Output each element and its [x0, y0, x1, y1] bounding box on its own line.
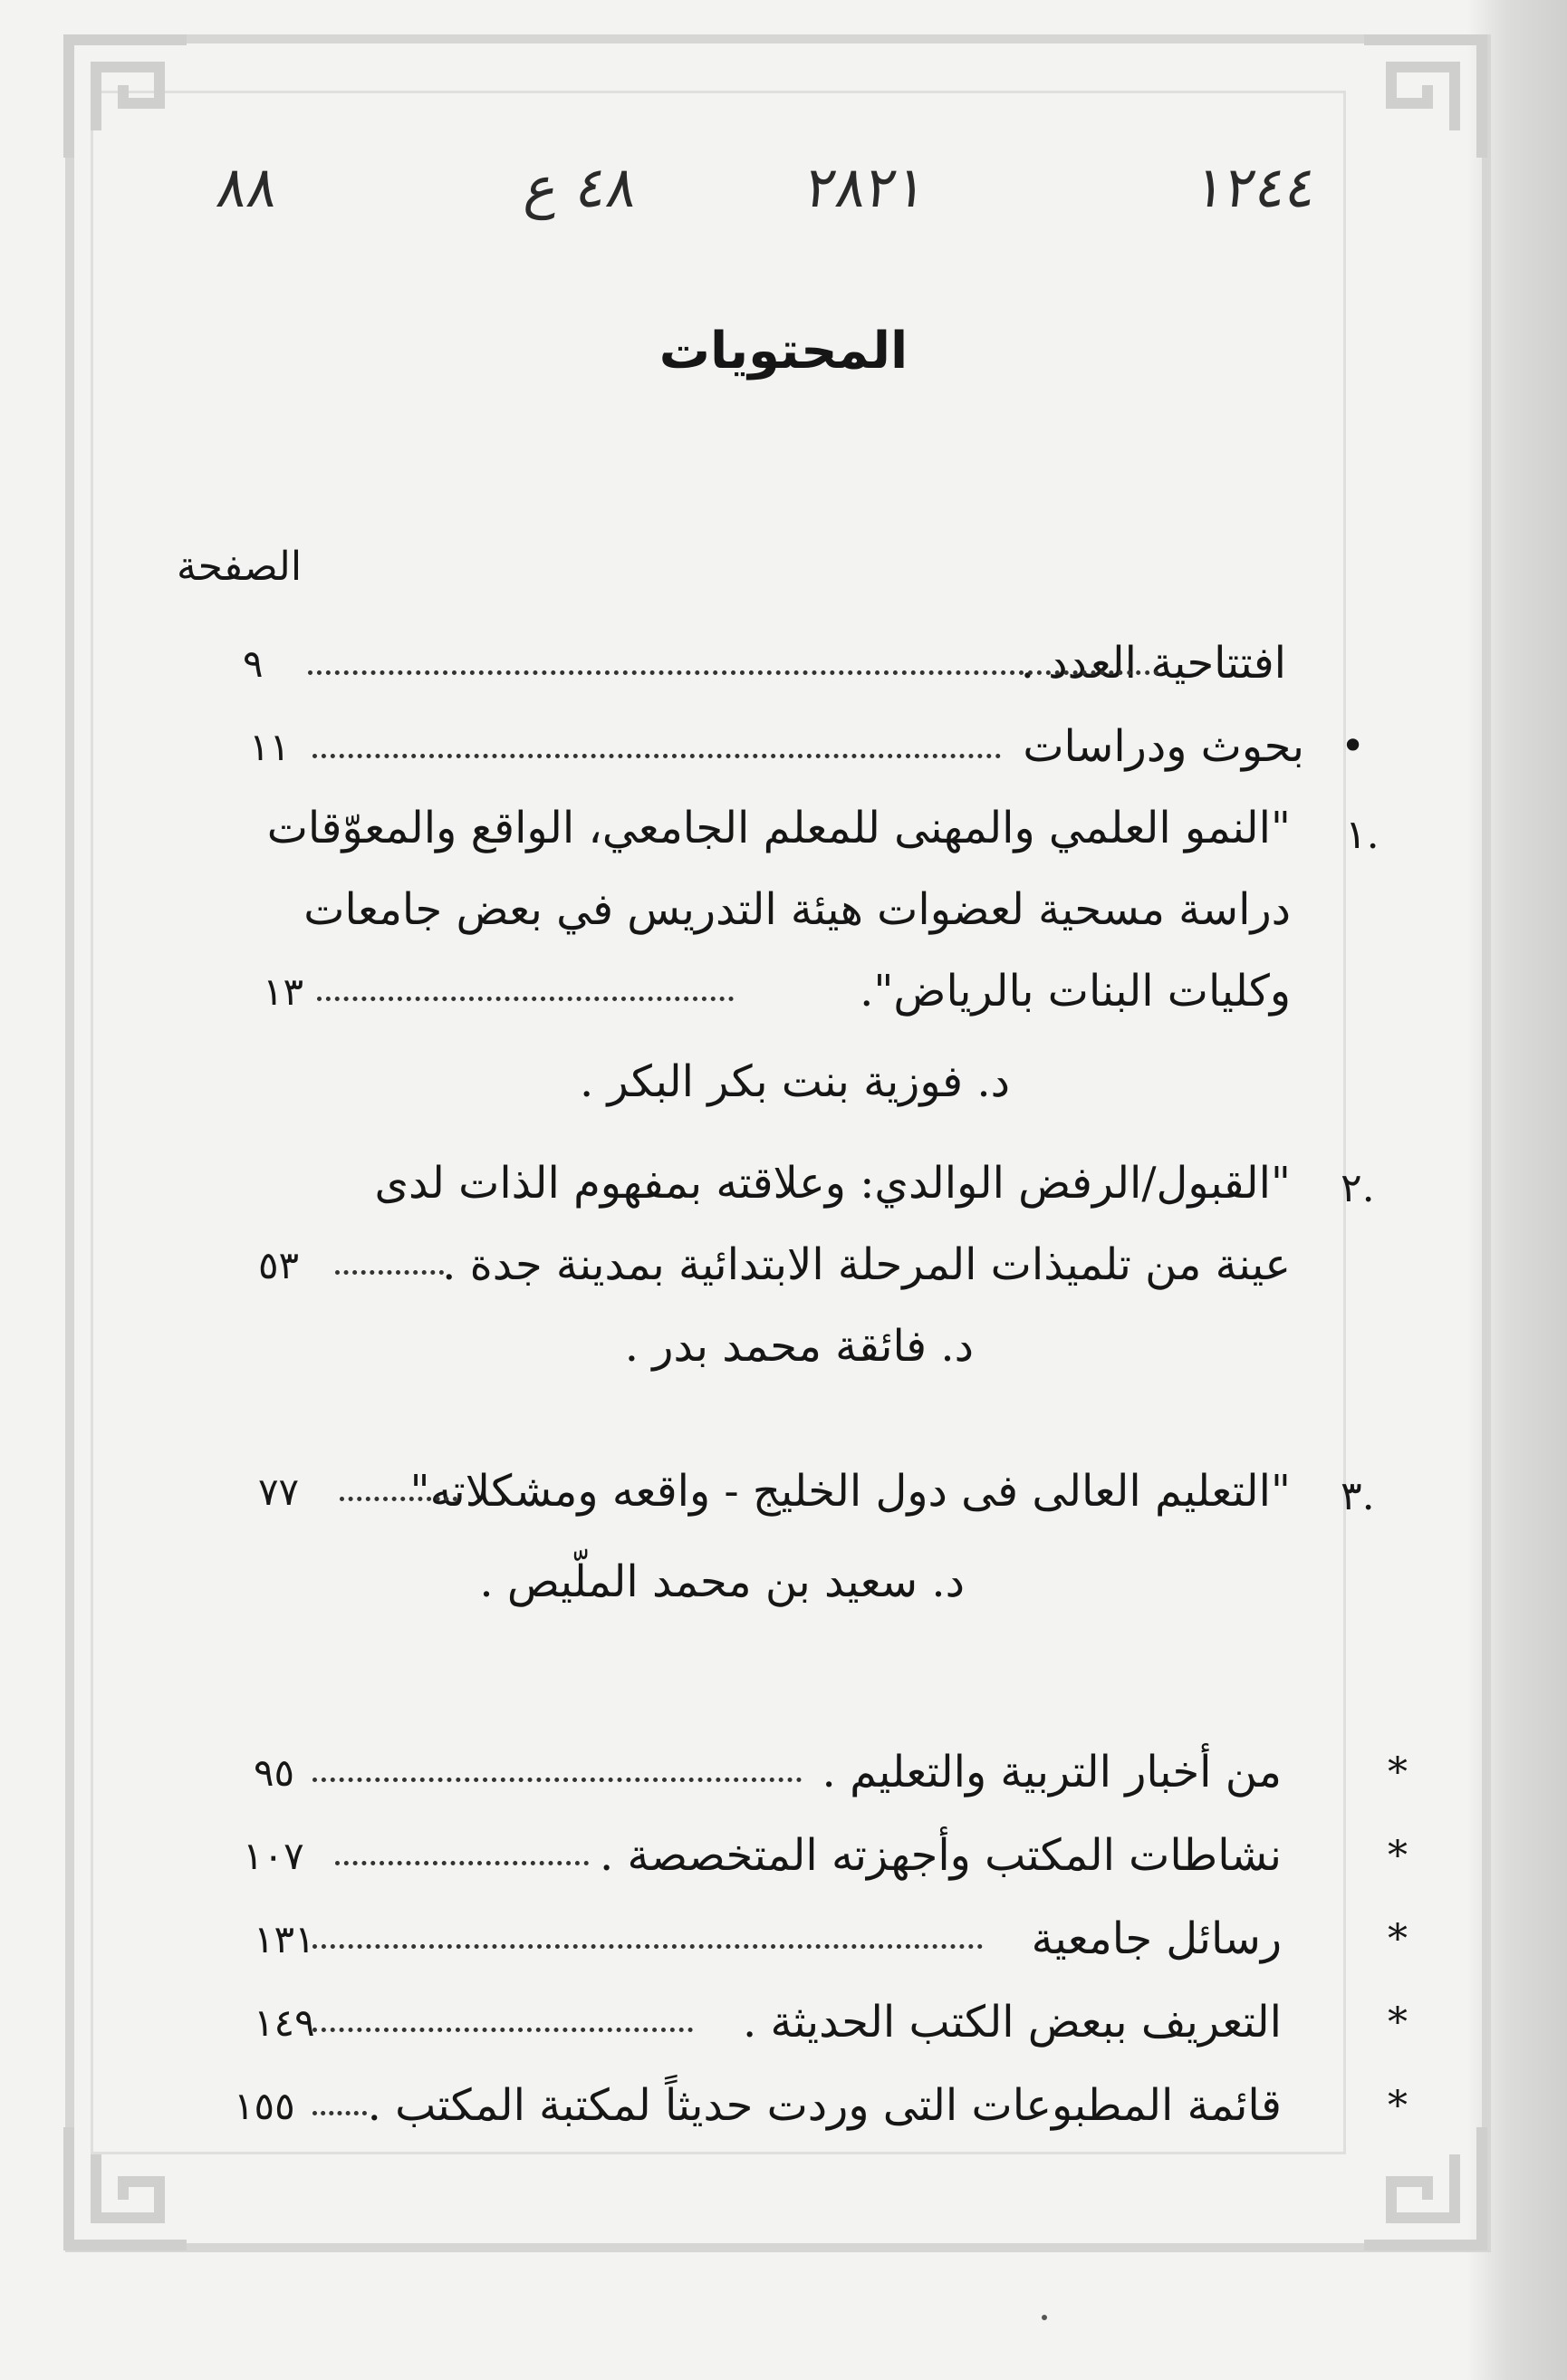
toc-entry-title-line: دراسة مسحية لعضوات هيئة التدريس في بعض جامعات: [303, 884, 1291, 935]
toc-entry-publications: قائمة المطبوعات التى وردت حديثاً لمكتبة المكتب .: [367, 2080, 1282, 2131]
toc-entry-research: بحوث ودراسات: [1023, 721, 1304, 772]
corner-ornament-icon: [1355, 2118, 1491, 2254]
dot-leader: [317, 997, 734, 1001]
author-name: د. فوزية بنت بكر البكر .: [580, 1056, 1010, 1107]
dot-leader: [312, 2028, 693, 2032]
dot-leader: [312, 1778, 802, 1782]
toc-entry-books: التعريف ببعض الكتب الحديثة .: [742, 1997, 1282, 2048]
dot-leader: [335, 1270, 444, 1275]
item-number: ٣.: [1341, 1473, 1375, 1519]
asterisk-icon: *: [1388, 1916, 1408, 1962]
page-number: ١٤٩: [254, 2000, 315, 2045]
asterisk-icon: *: [1388, 1749, 1408, 1796]
dot-leader: [308, 670, 1159, 675]
author-name: د. سعيد بن محمد الملّيص .: [479, 1556, 965, 1607]
toc-entry-title-line: "النمو العلمي والمهنى للمعلم الجامعي، الواقع والمعوّقات: [266, 803, 1291, 853]
handwritten-note: ٤٨ ع: [520, 154, 642, 220]
toc-entry-title-line: "التعليم العالى فى دول الخليج - واقعه ومشكلاته": [409, 1466, 1291, 1517]
page-number: ١٥٥: [234, 2084, 295, 2128]
dot-leader: [312, 1944, 983, 1949]
asterisk-icon: *: [1388, 1999, 1408, 2046]
toc-entry-title-line: "القبول/الرفض الوالدي: وعلاقته بمفهوم الذات لدى: [374, 1158, 1291, 1209]
toc-entry-activities: نشاطات المكتب وأجهزته المتخصصة .: [600, 1830, 1282, 1881]
page-column-label: الصفحة: [177, 544, 303, 590]
asterisk-icon: *: [1388, 1833, 1408, 1879]
dot-leader: [340, 1497, 457, 1501]
page-number: ١٠٧: [243, 1834, 304, 1878]
toc-entry-title-line: وكليات البنات بالرياض".: [860, 966, 1291, 1017]
toc-entry-news: من أخبار التربية والتعليم .: [822, 1747, 1282, 1797]
page-number: ١٣١: [254, 1917, 315, 1961]
handwritten-note: ٨٨: [212, 154, 283, 220]
page-number: ٩٥: [254, 1750, 295, 1795]
page-number: ٩: [243, 641, 264, 686]
page-number: ٧٧: [258, 1469, 300, 1514]
page-number: ٥٣: [258, 1243, 300, 1287]
author-name: د. فائقة محمد بدر .: [624, 1321, 974, 1372]
corner-ornament-icon: [1355, 31, 1491, 167]
toc-entry-theses: رسائل جامعية: [1031, 1913, 1282, 1964]
dot-leader: [335, 1861, 589, 1865]
dot-leader: [312, 754, 1001, 758]
dot-leader: [312, 2111, 367, 2115]
corner-ornament-icon: [60, 31, 196, 167]
page-number: ١٣: [263, 969, 304, 1014]
corner-ornament-icon: [60, 2118, 196, 2254]
item-number: ١.: [1345, 812, 1380, 858]
item-number: ٢.: [1341, 1165, 1375, 1211]
handwritten-note: ١٢٤٤: [1190, 154, 1322, 220]
toc-entry-title-line: عينة من تلميذات المرحلة الابتدائية بمدينة جدة .: [442, 1239, 1291, 1290]
page-number: ١١: [249, 725, 291, 769]
bullet-icon: •: [1341, 721, 1366, 770]
scan-speck: [1042, 2315, 1047, 2320]
toc-entry-editorial: افتتاحية العدد .: [1020, 638, 1286, 689]
page-title: المحتويات: [659, 322, 908, 381]
handwritten-note: ٢٨٢١: [801, 154, 932, 220]
asterisk-icon: *: [1388, 2083, 1408, 2129]
